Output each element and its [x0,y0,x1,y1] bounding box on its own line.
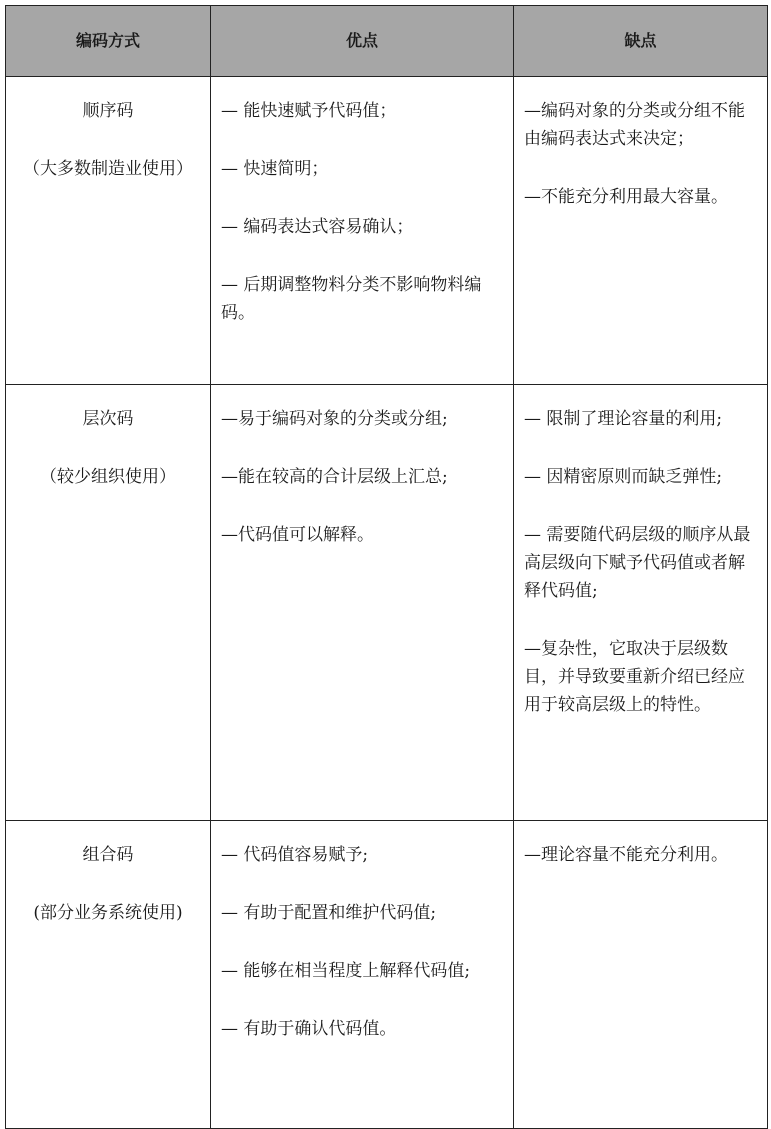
disadvantages-cell [514,77,768,385]
list-item: — 因精密原则而缺乏弹性; [524,467,723,487]
method-cell [6,821,211,1129]
list-item: — 快速简明； [221,159,329,179]
method-name: 组合码 [82,845,134,865]
table-row [6,821,768,1129]
coding-methods-table [5,5,768,1129]
list-item: — 后期调整物料分类不影响物料编码。 [221,275,482,323]
list-item: — 编码表达式容易确认； [221,217,414,237]
list-item: — 能快速赋予代码值； [221,101,397,121]
list-item: — 有助于配置和维护代码值; [221,903,437,923]
list-item: —不能充分利用最大容量。 [524,187,728,207]
list-item: —能在较高的合计层级上汇总; [221,467,448,487]
method-name: 顺序码 [82,101,134,121]
table-row [6,385,768,821]
list-item: —编码对象的分类或分组不能由编码表达式来决定； [524,101,745,149]
method-cell [6,77,211,385]
method-cell [6,385,211,821]
list-item: —复杂性，它取决于层级数目，并导致要重新介绍已经应用于较高层级上的特性。 [524,639,745,715]
list-item: —易于编码对象的分类或分组; [221,409,448,429]
table-row [6,77,768,385]
advantages-cell [211,385,514,821]
list-item: — 代码值容易赋予; [221,845,369,865]
list-item: —代码值可以解释。 [221,525,374,545]
disadvantages-cell [514,385,768,821]
method-usage: （大多数制造业使用） [23,159,193,179]
list-item: — 能够在相当程度上解释代码值; [221,961,471,981]
method-usage: (部分业务系统使用) [33,903,183,923]
list-item: — 需要随代码层级的顺序从最高层级向下赋予代码值或者解释代码值; [524,525,751,601]
header-disadvantages: 缺点 [514,6,768,77]
advantages-cell [211,77,514,385]
disadvantages-cell [514,821,768,1129]
list-item: —理论容量不能充分利用。 [524,845,728,865]
list-item: — 限制了理论容量的利用; [524,409,723,429]
method-usage: （较少组织使用） [40,467,176,487]
header-row [6,6,768,77]
header-advantages: 优点 [211,6,514,77]
method-name: 层次码 [82,409,134,429]
header-method: 编码方式 [6,6,211,77]
advantages-cell [211,821,514,1129]
list-item: — 有助于确认代码值。 [221,1019,397,1039]
